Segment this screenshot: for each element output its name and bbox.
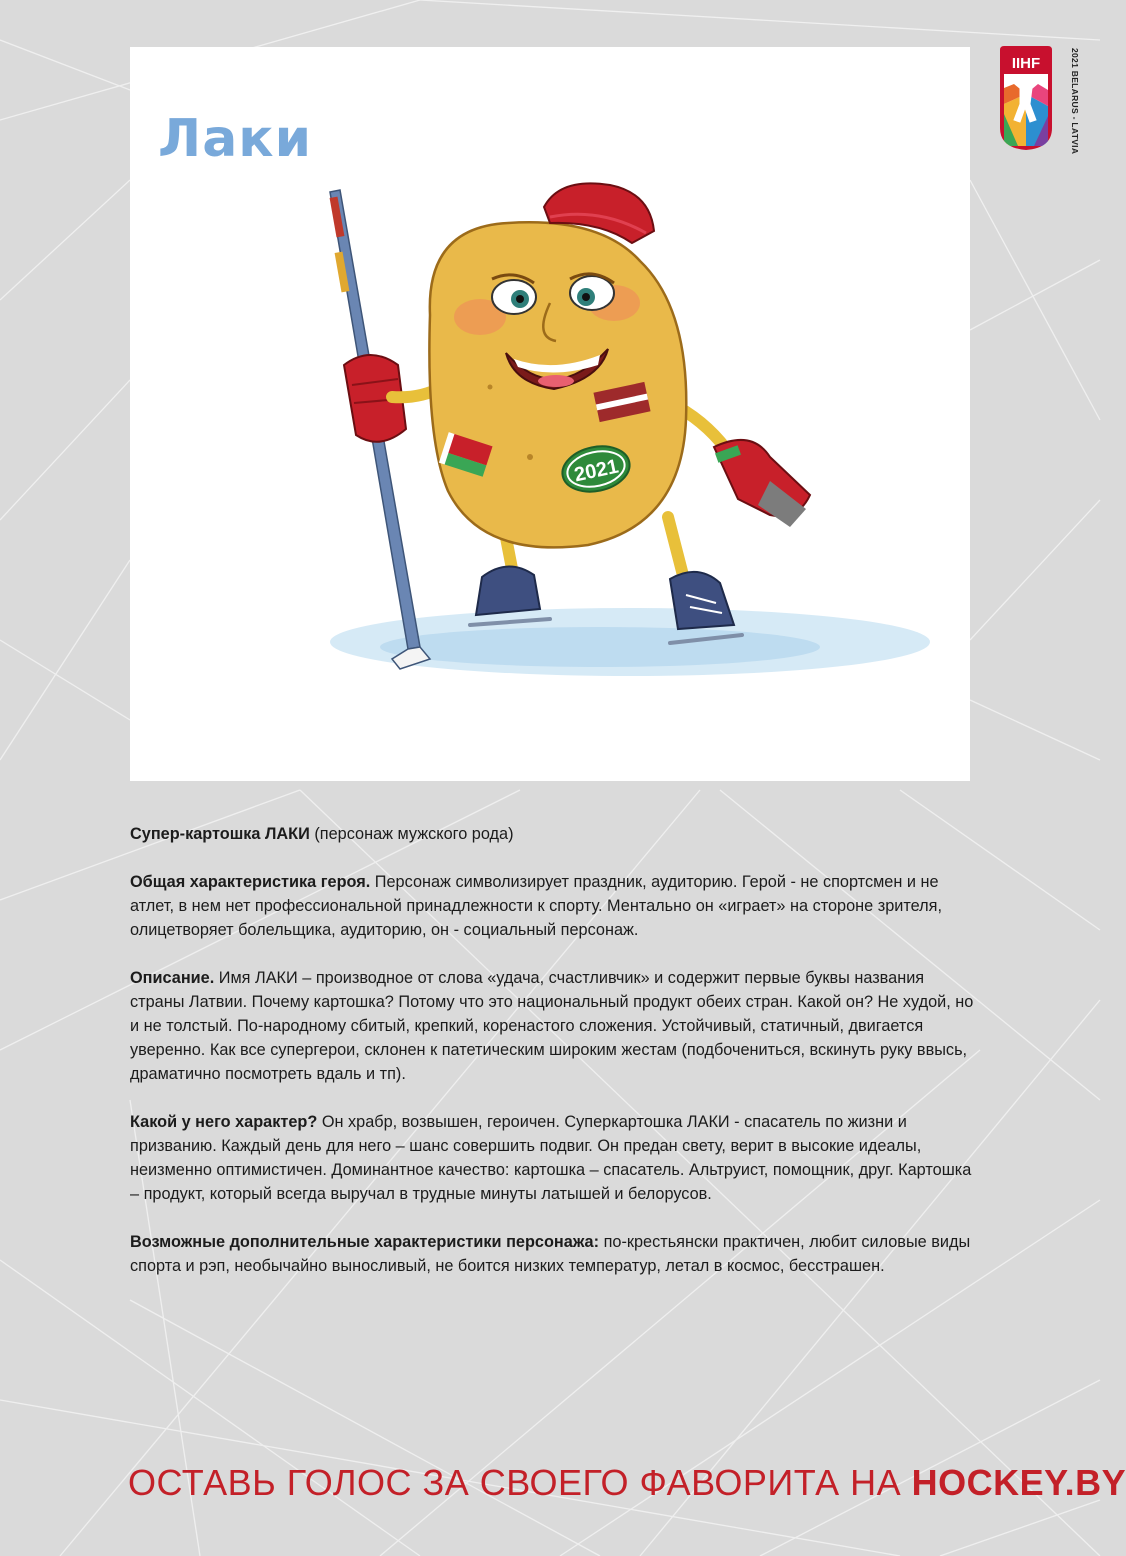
character-heading: Какой у него характер? [130,1113,318,1131]
general-heading: Общая характеристика героя. [130,873,371,891]
section-description [130,966,980,1086]
extra-text: по-крестьянски практичен, любит силовые виды спорта и рэп, необычайно выносливый, не боится низких температур, летал в космос, бесстрашен. [130,1233,971,1275]
section-title [130,822,980,846]
section-general [130,870,980,942]
event-caption: 2021 BELARUS - LATVIA [1070,48,1080,155]
description-heading: Описание. [130,969,215,987]
title-rest: (персонаж мужского рода) [309,825,514,843]
year-badge-text: 2021 [572,455,621,487]
right-glove [714,440,810,527]
title-bold: Супер-картошка ЛАКИ [130,825,310,843]
description-body: Имя ЛАКИ – производное от слова «удача, счастливчик» и содержит первые буквы названия страны Латвии. Почему картошка? Потому что это национальный продукт обеих стран. Какой он? Не худой, но и не толстый. По-народному сбитый, крепкий, коренастого сложения. Устойчивый, статичный, двигается уверенно. Как все супергерои, склонен к патетическим широким жестам (подбочениться, вскинуть руку ввысь, драматично посмотреть вдаль и тп). [130,969,974,1083]
site-link[interactable]: HOCKEY.BY [911,1462,1126,1503]
description-text [130,822,980,1302]
extra-heading: Возможные дополнительные характеристики персонажа: [130,1233,600,1251]
character-text: Он храбр, возвышен, героичен. Суперкартошка ЛАКИ - спасатель по жизни и призванию. Каждый день для него – шанс совершить подвиг. Он предан свету, верит в высокие идеалы, неизменно оптимистичен. Доминантное качество: картошка – спасатель. Альтруист, помощник, друг. Картошка – продукт, который всегда выручал в трудные минуты латышей и белорусов. [130,1113,972,1203]
section-character [130,1110,980,1206]
vote-call-to-action [128,1462,1126,1504]
mascot-name: Лаки [158,109,313,169]
iihf-logo-text: IIHF [1011,55,1041,72]
section-extra [130,1230,980,1278]
vote-text: ОСТАВЬ ГОЛОС ЗА СВОЕГО ФАВОРИТА НА [128,1462,912,1503]
general-text: Персонаж символизирует праздник, аудиторию. Герой - не спортсмен и не атлет, в нем нет профессиональной принадлежности к спорту. Ментально он «играет» на стороне зрителя, олицетворяет болельщика, аудиторию, он - социальный персонаж. [130,873,942,939]
mascot-illustration [130,47,970,781]
mascot-card [130,47,970,781]
